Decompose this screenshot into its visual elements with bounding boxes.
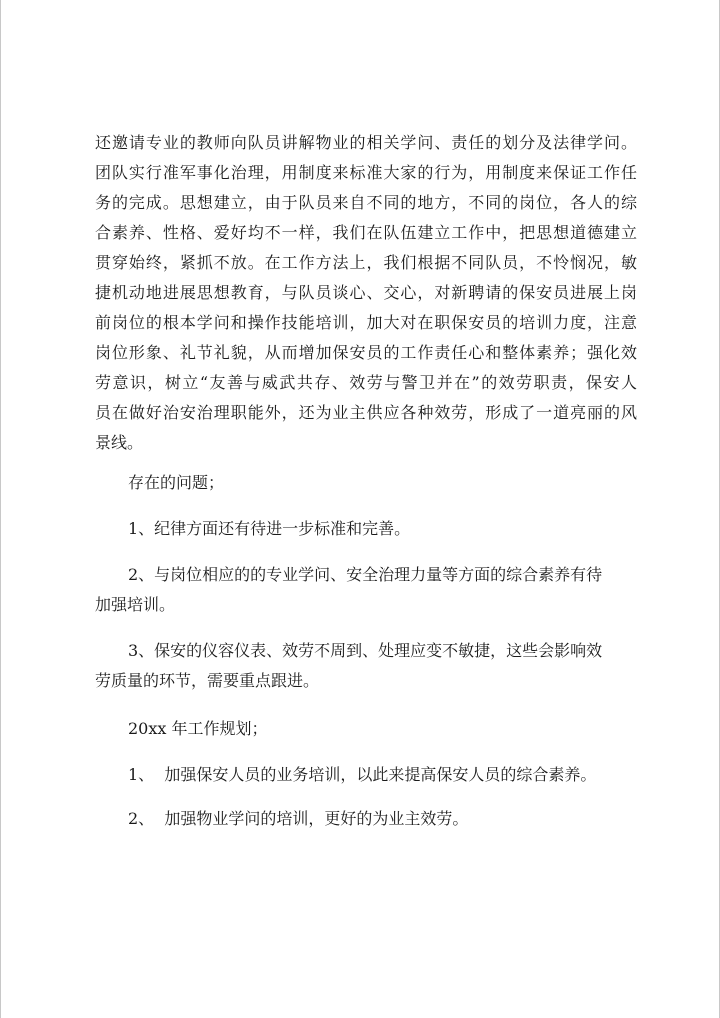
paragraph-line: 贯穿始终，紧抓不放。在工作方法上，我们根据不同队员，不怜悯况，敏 [95,253,637,272]
problem-item-2 [95,560,637,620]
problem-item-3 [95,636,637,696]
paragraph-line: 前岗位的根本学问和操作技能培训，加大对在职保安员的培训力度，注意 [95,313,637,332]
paragraph-line: 捷机动地进展思想教育，与队员谈心、交心，对新聘请的保安员进展上岗 [95,283,637,302]
problem-item-1: 1、纪律方面还有待进一步标准和完善。 [128,519,411,538]
paragraph-line: 岗位形象、礼节礼貌，从而增加保安员的工作责任心和整体素养；强化效 [95,343,637,362]
paragraph-line: 合素养、性格、爱好均不一样，我们在队伍建立工作中，把思想道德建立 [95,223,637,242]
paragraph-line: 团队实行准军事化治理，用制度来标准大家的行为，用制度来保证工作任 [95,163,637,182]
problem-item-3-line: 3、保安的仪容仪表、效劳不周到、处理应变不敏捷，这些会影响效 [128,641,603,660]
paragraph-line: 劳意识，树立“友善与威武共存、效劳与警卫并在”的效劳职责，保安人 [95,373,637,392]
problem-item-2-line: 2、与岗位相应的的专业学问、安全治理力量等方面的综合素养有待 [128,565,603,584]
paragraph-line: 还邀请专业的教师向队员讲解物业的相关学问、责任的划分及法律学问。 [95,133,637,152]
intro-paragraph [95,128,637,458]
plan-heading: 20xx 年工作规划； [128,719,268,738]
document-body [95,128,637,834]
problems-heading: 存在的问题； [128,473,225,492]
problem-item-2-line: 加强培训。 [95,595,176,614]
plan-item-1: 1、 加强保安人员的业务培训，以此来提高保安人员的综合素养。 [128,765,597,784]
paragraph-line: 员在做好治安治理职能外，还为业主供应各种效劳，形成了一道亮丽的风 [95,403,637,422]
page-border-left [0,0,1,1018]
paragraph-line: 景线。 [95,433,144,452]
problem-item-3-line: 劳质量的环节，需要重点跟进。 [95,671,320,690]
paragraph-line: 务的完成。思想建立，由于队员来自不同的地方，不同的岗位，各人的综 [95,193,637,212]
plan-item-2: 2、 加强物业学问的培训，更好的为业主效劳。 [128,809,469,828]
